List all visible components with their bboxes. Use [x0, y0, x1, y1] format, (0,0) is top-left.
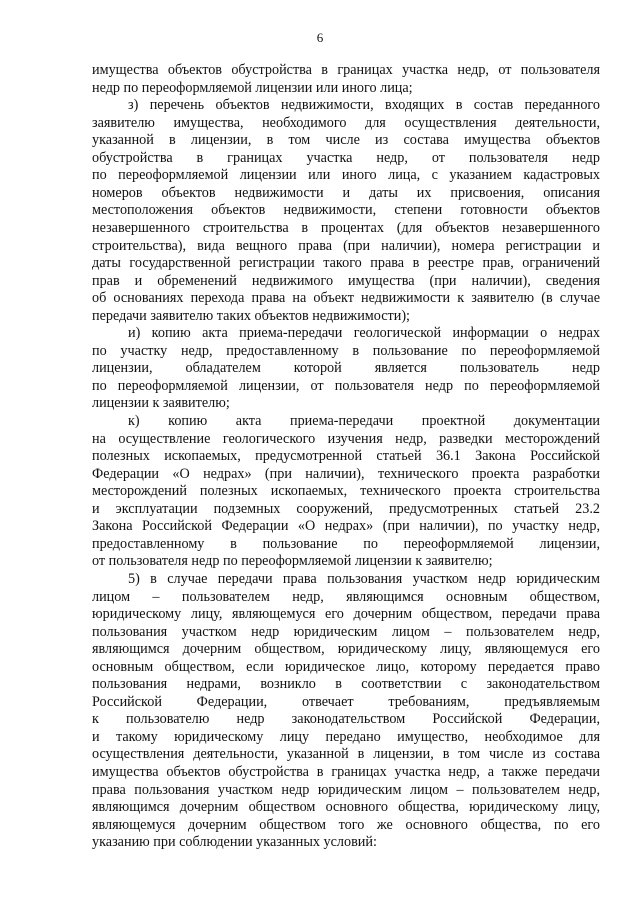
text-line: пользования участком недр юридическим лицом – пользователем недр, [92, 623, 600, 640]
text-line: Закона Российской Федерации «О недрах» (при наличии), по участку недр, [92, 518, 600, 535]
text-line: осуществления деятельности, указанной в лицензии, в том числе из состава [92, 746, 600, 763]
text-line: Российской Федерации, отвечает требованиям, предъявляемым [92, 693, 600, 710]
text-line: полезных ископаемых, предусмотренной статьей 36.1 Закона Российской [92, 448, 600, 465]
page-number: 6 [316, 30, 324, 45]
text-line: являющимся дочерним обществом, юридическому лицу, являющемуся его [92, 641, 600, 658]
text-line: имущества объектов обустройства в границах участка недр, от пользователя [92, 62, 600, 78]
text-line: права пользования участком недр юридическим лицом – пользователем недр, [92, 781, 600, 798]
text-line: предоставленному в пользование по переоформляемой лицензии, [92, 535, 600, 552]
text-line: пользования недрами, возникло в соответствии с законодательством [92, 676, 600, 693]
text-line: указанию при соблюдении указанных условий: [92, 834, 377, 851]
text-line: 5) в случае передачи права пользования участком недр юридическим [128, 570, 600, 587]
text-line: недр по переоформляемой лицензии или иного лица; [92, 79, 413, 96]
text-line: незавершенного строительства в процентах (для объектов незавершенного [92, 219, 600, 236]
text-line: з) перечень объектов недвижимости, входящих в состав переданного [128, 97, 600, 114]
text-line: лицензии, обладателем которой является пользователь недр [92, 360, 600, 377]
text-line: являющемуся дочерним обществом того же основного общества, по его [92, 816, 600, 833]
text-line: по переоформляемой лицензии, от пользователя недр по переоформляемой [92, 377, 600, 394]
text-line: являющимся дочерним обществом основного общества, юридическому лицу, [92, 799, 600, 816]
text-line: лицензии к заявителю; [92, 395, 230, 412]
text-line: строительства), вида вещного права (при наличии), номера регистрации и [92, 237, 600, 254]
text-line: месторождений полезных ископаемых, технического проекта строительства [92, 483, 600, 500]
text-line: на осуществление геологического изучения недр, разведки месторождений [92, 430, 600, 447]
text-line: к) копию акта приема-передачи проектной документации [128, 413, 600, 429]
text-line: прав и обременений недвижимого имущества (при наличии), сведения [92, 272, 600, 289]
text-line: об основаниях перехода права на объект недвижимости к заявителю (в случае [92, 290, 600, 307]
text-line: от пользователя недр по переоформляемой лицензии к заявителю; [92, 553, 493, 570]
text-line: указанной в лицензии, в том числе из состава имущества объектов [92, 132, 600, 149]
text-line: обустройства в границах участка недр, от пользователя недр [92, 149, 600, 166]
text-line: юридическому лицу, являющемуся его дочерним обществом, передачи права [92, 606, 600, 623]
text-line: и эксплуатации подземных сооружений, предусмотренных статьей 23.2 [92, 500, 600, 517]
text-line: заявителю имущества, необходимого для осуществления деятельности, [92, 114, 600, 131]
text-line: местоположения объектов недвижимости, степени готовности объектов [92, 202, 600, 219]
text-line: лицом – пользователем недр, являющимся основным обществом, [92, 588, 600, 605]
text-line: основным обществом, если юридическое лицо, которому передается право [92, 658, 600, 675]
text-line: имущества объектов обустройства в границах участка недр, а также передачи [92, 764, 600, 780]
text-line: по переоформляемой лицензии или иного лица, с указанием кадастровых [92, 167, 600, 184]
text-line: передачи заявителю таких объектов недвижимости); [92, 307, 410, 324]
text-line: номеров объектов недвижимости и даты их присвоения, описания [92, 184, 600, 201]
text-line: Федерации «О недрах» (при наличии), технического проекта разработки [92, 465, 600, 482]
text-line: даты государственной регистрации такого права в реестре прав, ограничений [92, 255, 600, 272]
text-line: к пользователю недр законодательством Российской Федерации, [92, 711, 600, 728]
text-line: и) копию акта приема-передачи геологической информации о недрах [128, 325, 600, 342]
text-line: и такому юридическому лицу передано имущество, необходимое для [92, 728, 600, 745]
text-line: по участку недр, предоставленному в пользование по переоформляемой [92, 342, 600, 359]
